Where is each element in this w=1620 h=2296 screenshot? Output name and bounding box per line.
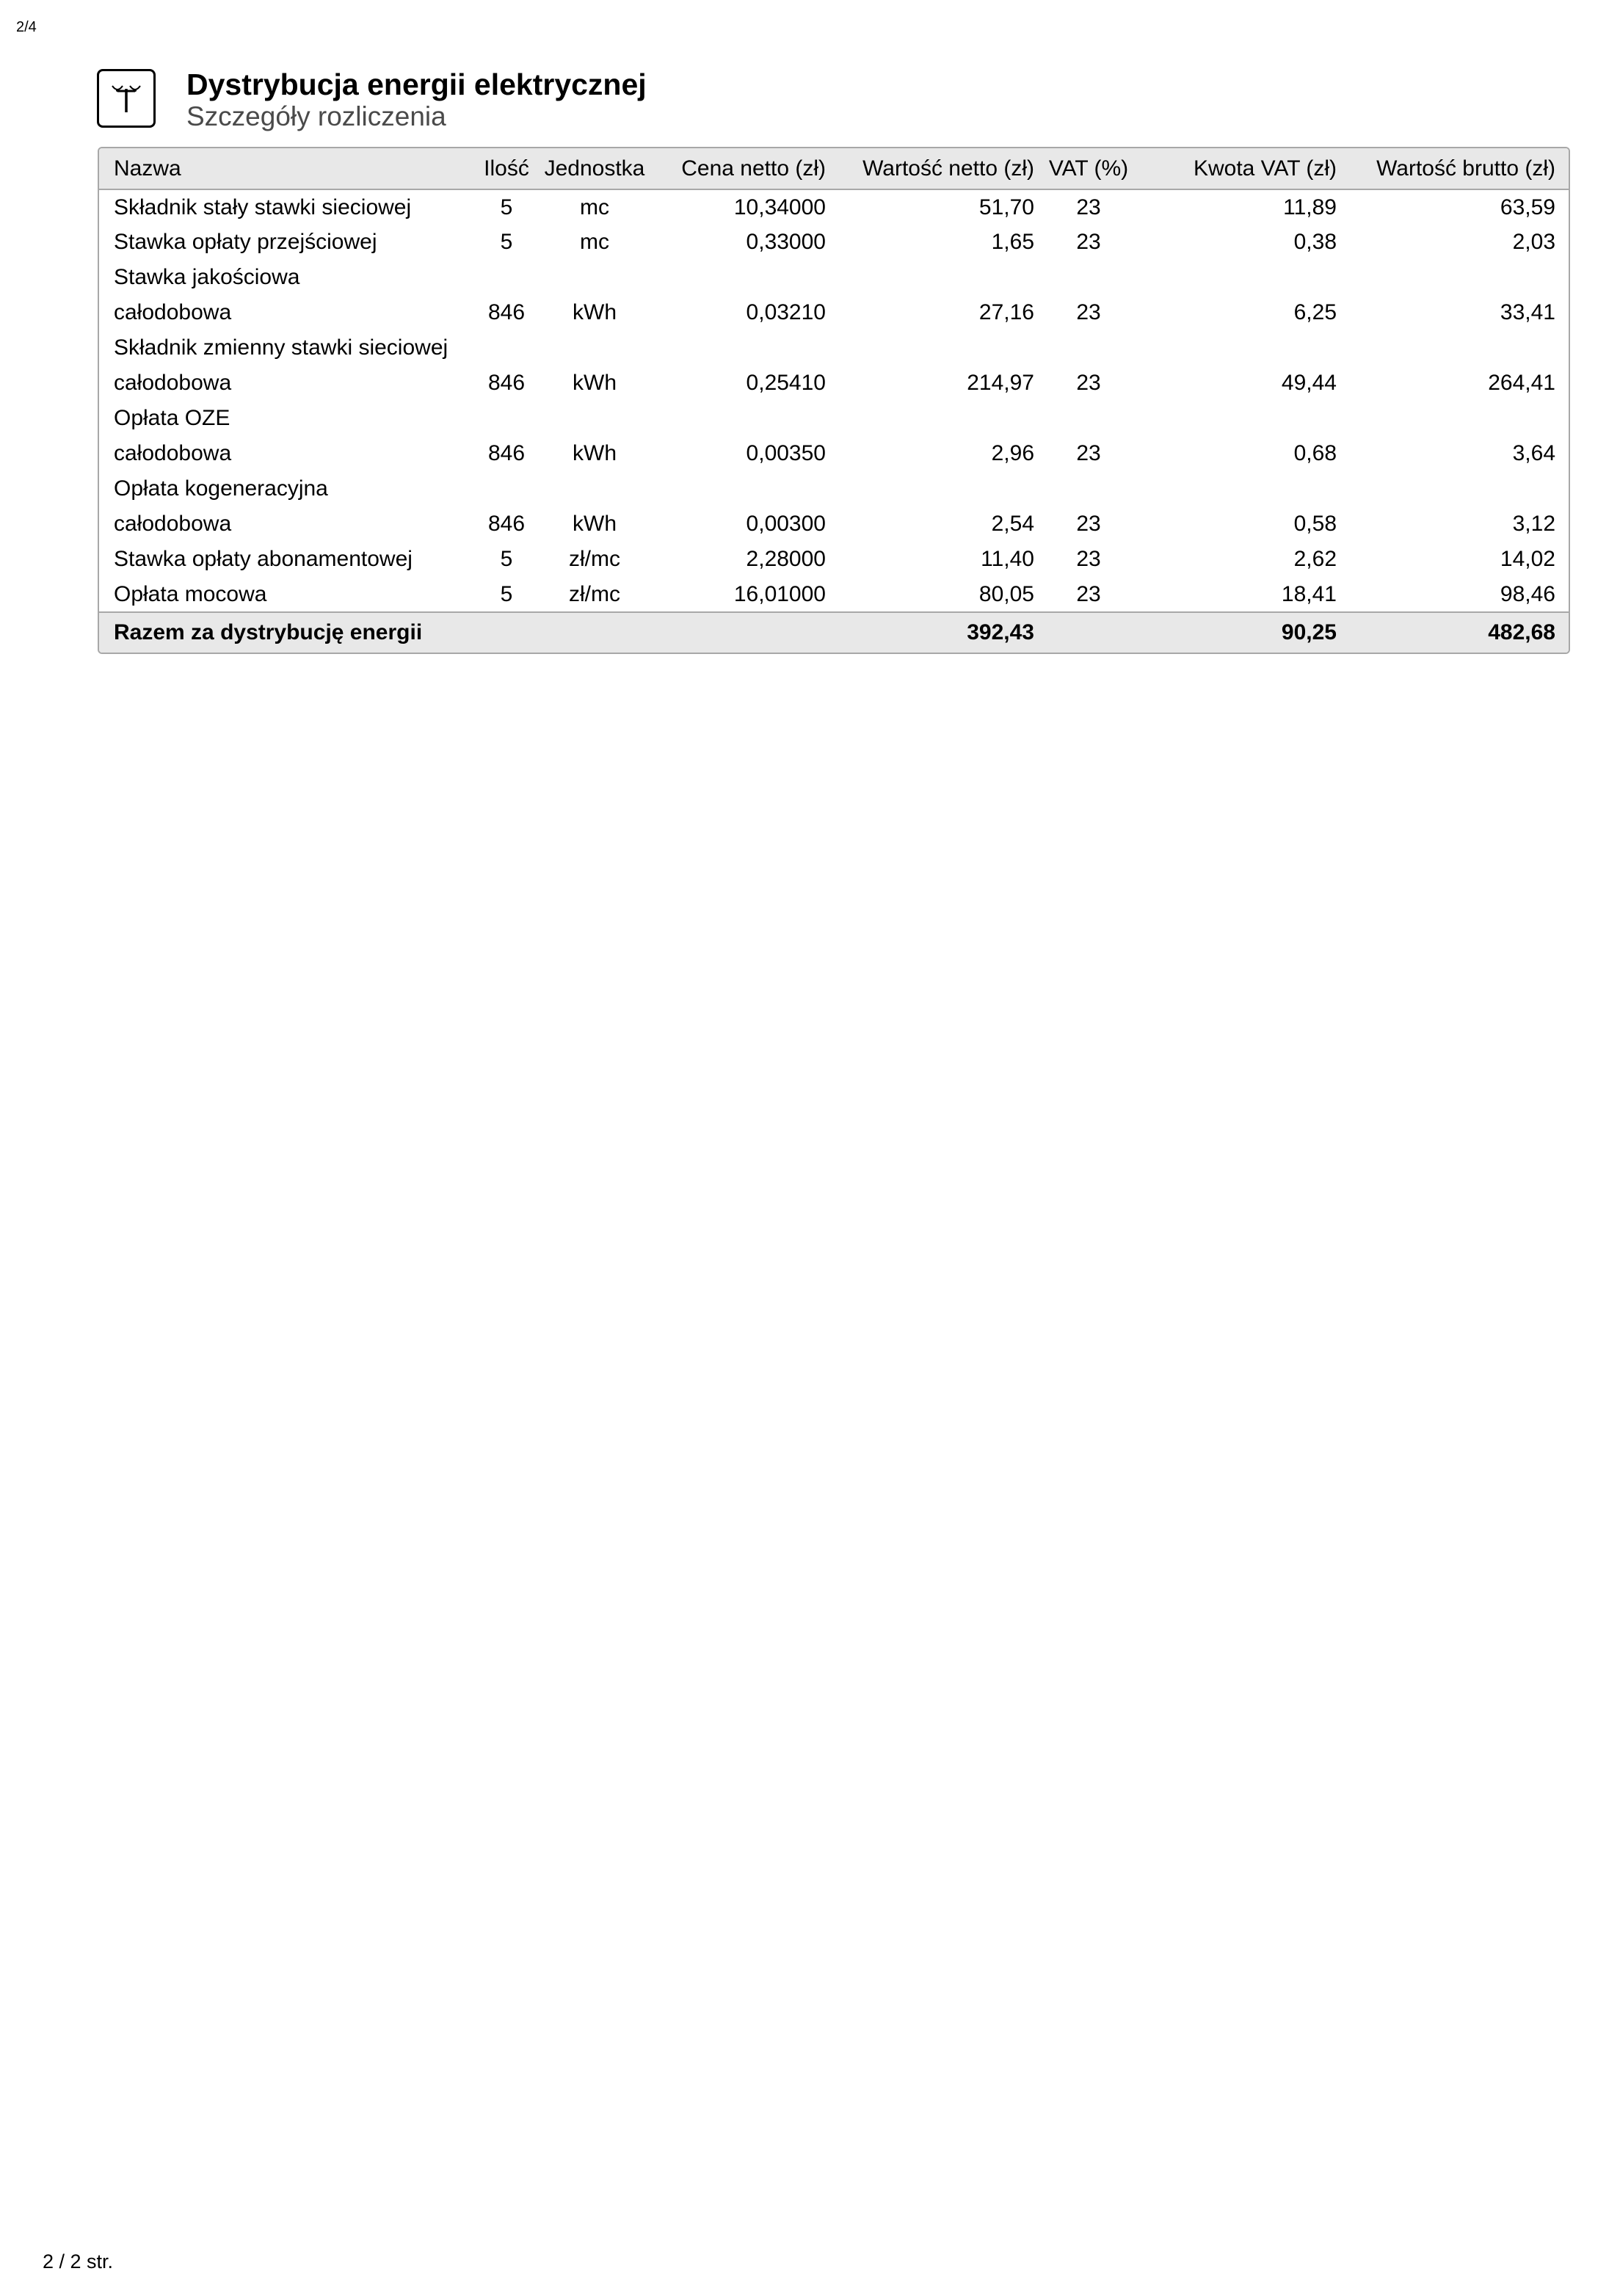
cell-quantity (473, 330, 540, 366)
cell-vat-rate: 23 (1076, 512, 1101, 536)
table-row (99, 189, 1570, 225)
cell-unit: zł/mc (569, 547, 620, 571)
cell-quantity: 5 (500, 581, 513, 606)
cell-vat-amount: 6,25 (1293, 300, 1337, 324)
cell-vat-rate (1046, 260, 1131, 295)
cell-vat-rate (1046, 330, 1131, 366)
cell-gross-value (1348, 401, 1570, 436)
table-row (99, 506, 1570, 542)
cell-gross-value: 33,41 (1500, 300, 1555, 324)
cell-quantity: 846 (487, 441, 526, 465)
cell-unit (540, 330, 650, 366)
cell-net-value: 51,70 (978, 195, 1034, 219)
cell-net-price: 0,00350 (746, 441, 826, 465)
table-row (99, 366, 1570, 401)
cell-vat-amount: 0,38 (1293, 230, 1337, 254)
cell-unit: kWh (573, 441, 617, 465)
cell-unit: mc (580, 230, 609, 254)
page-marker: 2/4 (16, 19, 37, 35)
cell-gross-value (1348, 260, 1570, 295)
power-pole-icon (97, 69, 156, 128)
cell-quantity (473, 401, 540, 436)
billing-table (98, 147, 1570, 654)
col-header-net-value: Wartość netto (zł) (862, 156, 1034, 181)
cell-net-value: 80,05 (978, 581, 1034, 606)
cell-gross-value: 2,03 (1512, 230, 1555, 254)
cell-vat-amount: 0,68 (1293, 441, 1337, 465)
cell-unit: kWh (573, 512, 617, 536)
cell-net-price: 2,28000 (746, 547, 826, 571)
cell-name: Opłata OZE (114, 406, 230, 430)
col-header-net-price: Cena netto (zł) (681, 156, 826, 181)
cell-quantity: 846 (487, 512, 526, 536)
cell-vat-amount (1131, 330, 1348, 366)
cell-gross-value: 98,46 (1500, 581, 1555, 606)
col-header-name: Nazwa (114, 156, 181, 181)
cell-net-price: 0,25410 (746, 371, 826, 395)
cell-vat-amount (1131, 401, 1348, 436)
cell-name: Opłata kogeneracyjna (114, 476, 328, 501)
cell-net-value: 2,96 (991, 441, 1034, 465)
cell-vat-rate: 23 (1076, 581, 1101, 606)
cell-unit (540, 260, 650, 295)
cell-net-price: 0,33000 (746, 230, 826, 254)
cell-gross-value: 63,59 (1500, 195, 1555, 219)
cell-quantity (473, 471, 540, 506)
cell-net-price (650, 471, 838, 506)
cell-gross-value: 3,12 (1512, 512, 1555, 536)
cell-net-value: 214,97 (967, 371, 1034, 395)
cell-net-price (650, 260, 838, 295)
page-footer: 2 / 2 str. (43, 2250, 114, 2273)
cell-quantity: 5 (500, 547, 513, 571)
cell-quantity (473, 260, 540, 295)
cell-unit (540, 401, 650, 436)
cell-vat-amount: 49,44 (1281, 371, 1337, 395)
table-row (99, 225, 1570, 260)
cell-name: całodobowa (114, 371, 232, 395)
table-header-row (99, 148, 1570, 189)
cell-name: całodobowa (114, 441, 232, 465)
cell-quantity: 5 (500, 195, 513, 219)
page-title: Dystrybucja energii elektrycznej (186, 68, 647, 101)
table-row (99, 542, 1570, 577)
cell-name: całodobowa (114, 300, 232, 324)
cell-unit: kWh (573, 300, 617, 324)
cell-unit: mc (580, 195, 609, 219)
table-row (99, 471, 1570, 506)
cell-gross-value: 264,41 (1488, 371, 1555, 395)
cell-vat-amount (1131, 471, 1348, 506)
col-header-quantity: Ilość (484, 156, 529, 181)
cell-net-value (838, 260, 1046, 295)
cell-gross-value (1348, 471, 1570, 506)
cell-net-price: 10,34000 (733, 195, 826, 219)
col-header-gross-value: Wartość brutto (zł) (1376, 156, 1555, 181)
total-gross-value: 482,68 (1488, 620, 1555, 644)
cell-net-price: 0,03210 (746, 300, 826, 324)
cell-vat-rate: 23 (1076, 230, 1101, 254)
cell-vat-rate: 23 (1076, 547, 1101, 571)
cell-quantity: 5 (500, 230, 513, 254)
table-row (99, 401, 1570, 436)
col-header-unit: Jednostka (544, 156, 645, 181)
cell-vat-rate (1046, 401, 1131, 436)
cell-vat-amount: 11,89 (1283, 195, 1337, 219)
cell-vat-rate: 23 (1076, 441, 1101, 465)
table-row (99, 330, 1570, 366)
table-row (99, 577, 1570, 612)
cell-name: Składnik zmienny stawki sieciowej (114, 335, 448, 360)
cell-vat-rate: 23 (1076, 300, 1101, 324)
col-header-vat-amount: Kwota VAT (zł) (1193, 156, 1337, 181)
total-vat-amount: 90,25 (1281, 620, 1337, 644)
cell-vat-amount (1131, 260, 1348, 295)
cell-name: Opłata mocowa (114, 581, 267, 606)
total-net-value: 392,43 (967, 620, 1034, 644)
cell-net-price: 16,01000 (733, 581, 826, 606)
cell-net-price: 0,00300 (746, 512, 826, 536)
cell-net-value (838, 471, 1046, 506)
cell-gross-value: 3,64 (1512, 441, 1555, 465)
col-header-vat-rate: VAT (%) (1048, 156, 1129, 181)
cell-net-value: 11,40 (981, 547, 1034, 571)
cell-gross-value (1348, 330, 1570, 366)
cell-name: Składnik stały stawki sieciowej (114, 195, 412, 219)
table-row (99, 260, 1570, 295)
cell-vat-amount: 0,58 (1293, 512, 1337, 536)
cell-unit: zł/mc (569, 581, 620, 606)
cell-net-value (838, 330, 1046, 366)
cell-net-value: 2,54 (991, 512, 1034, 536)
section-header (97, 68, 831, 134)
cell-name: Stawka opłaty abonamentowej (114, 547, 413, 571)
cell-vat-rate: 23 (1076, 195, 1101, 219)
cell-quantity: 846 (487, 300, 526, 324)
cell-net-price (650, 330, 838, 366)
total-row (99, 612, 1570, 653)
cell-vat-amount: 18,41 (1281, 581, 1337, 606)
table-body (99, 189, 1570, 612)
cell-vat-amount: 2,62 (1293, 547, 1337, 571)
cell-name: Stawka jakościowa (114, 265, 300, 289)
cell-vat-rate: 23 (1076, 371, 1101, 395)
page-subtitle: Szczegóły rozliczenia (186, 101, 446, 131)
cell-gross-value: 14,02 (1500, 547, 1555, 571)
cell-net-value (838, 401, 1046, 436)
cell-net-price (650, 401, 838, 436)
cell-net-value: 27,16 (978, 300, 1034, 324)
cell-name: Stawka opłaty przejściowej (114, 230, 377, 254)
table-row (99, 436, 1570, 471)
total-label: Razem za dystrybucję energii (114, 620, 423, 644)
cell-unit: kWh (573, 371, 617, 395)
cell-unit (540, 471, 650, 506)
cell-name: całodobowa (114, 512, 232, 536)
table-row (99, 295, 1570, 330)
cell-vat-rate (1046, 471, 1131, 506)
cell-net-value: 1,65 (991, 230, 1034, 254)
cell-quantity: 846 (487, 371, 526, 395)
